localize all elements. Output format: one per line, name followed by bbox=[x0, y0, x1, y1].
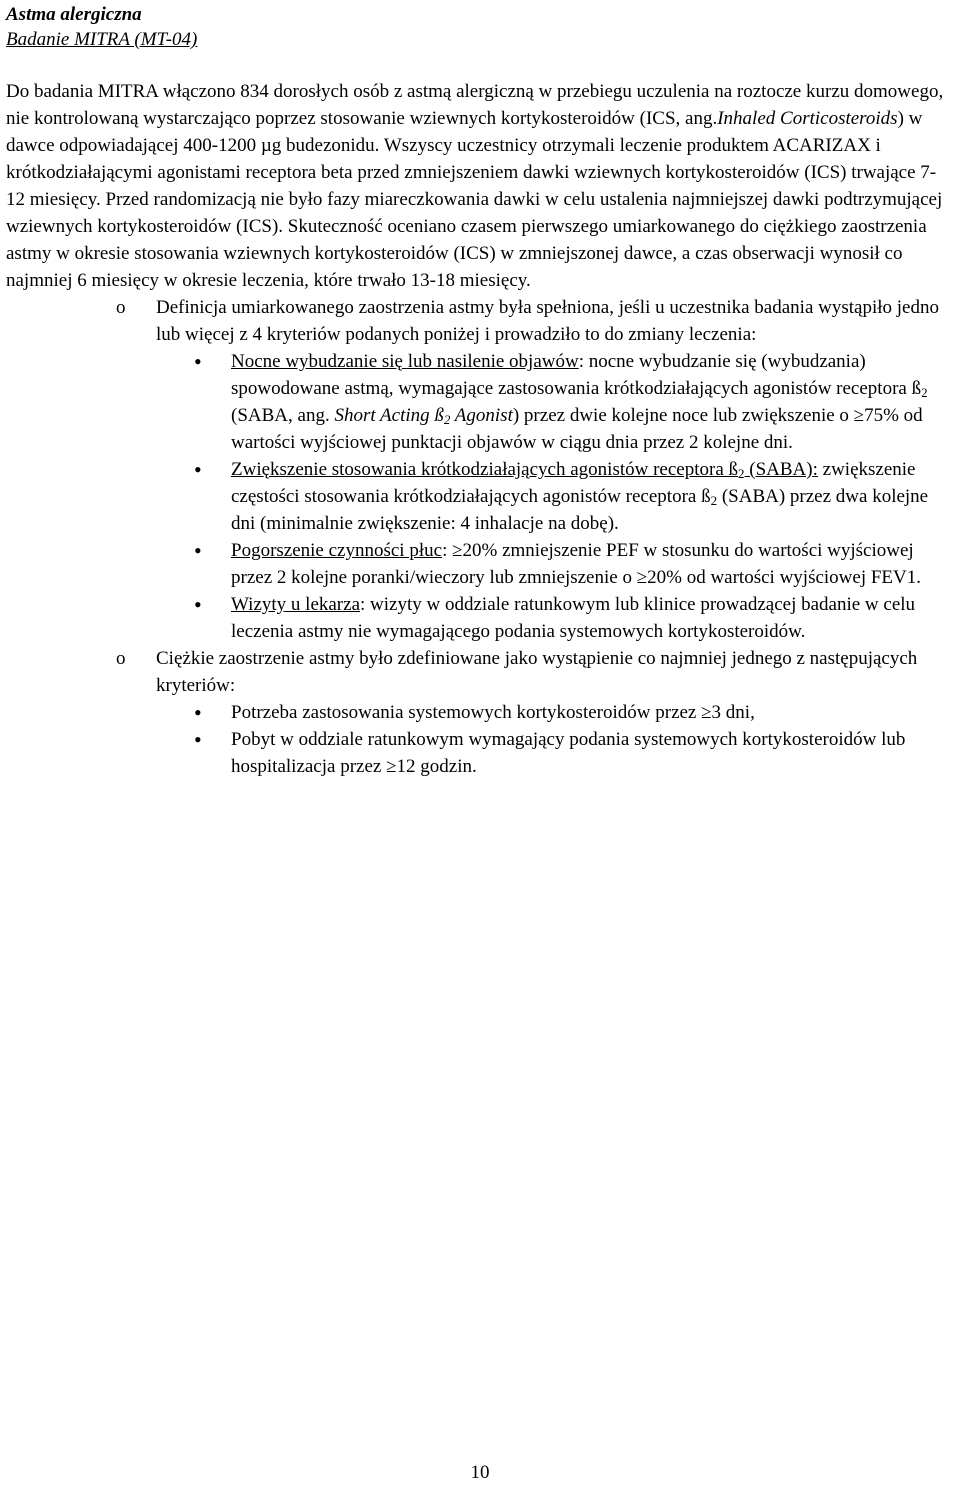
criterion-item: • Pobyt w oddziale ratunkowym wymagający podania systemowych kortykosteroidów lub hospitalizacja przez ≥12 godzin. bbox=[194, 727, 906, 777]
section-subtitle: Badanie MITRA (MT-04) bbox=[6, 29, 198, 50]
criterion-item: • Wizyty u lekarza: wizyty w oddziale ratunkowym lub klinice prowadzącej badanie w celu leczenia astmy nie wymagającego podania systemowych kortykosteroidów. bbox=[194, 592, 916, 642]
page-number: 10 bbox=[470, 1462, 490, 1483]
criterion-item: • Nocne wybudzanie się lub nasilenie objawów: nocne wybudzanie się (wybudzania) spowodowane astmą, wymagające zastosowania krótkodziałających agonistów receptora $ß_2$ (SABA, ang. Short Acting $ß_2$ Agonist) przez dwie kolejne noce lub zwiększenie o ≥75% od wartości wyjściowej punktacji objawów w ciągu dnia przez 2 kolejne dni. bbox=[194, 349, 928, 453]
bullet-icon: • bbox=[194, 700, 202, 725]
bullet-icon: • bbox=[194, 727, 202, 752]
criterion-item: • Zwiększenie stosowania krótkodziałających agonistów receptora $ß_2$ (SABA): zwiększenie częstości stosowania krótkodziałających agonistów receptora $ß_2$ (SABA) przez dwa kolejne dni (minimalnie zwiększenie: 4 inhalacje na dobę). bbox=[194, 457, 929, 534]
severe-exacerbation-definition: o Ciężkie zaostrzenie astmy było zdefiniowane jako wystąpienie co najmniej jednego z następujących kryteriów: bbox=[6, 645, 952, 699]
bullet-icon: • bbox=[194, 457, 202, 482]
list-marker-o: o bbox=[116, 648, 126, 669]
intro-paragraph: Do badania MITRA włączono 834 dorosłych osób z astmą alergiczną w przebiegu uczulenia na roztocze kurzu domowego, nie kontrolowaną wystarczająco poprzez stosowanie wziewnych kortykosteroidów (ICS, ang.Inhaled Corticosteroids) w dawce odpowiadającej 400-1200 µg budezonidu. Wszyscy uczestnicy otrzymali leczenie produktem ACARIZAX i krótkodziałającymi agonistami receptora beta przed zmniejszeniem dawki wziewnych kortykosteroidów (ICS) trwające 7-12 miesięcy. Przed randomizacją nie było fazy miareczkowania dawki w celu ustalenia najmniejszej dawki podtrzymującej wziewnych kortykosteroidów (ICS). Skuteczność oceniano czasem pierwszego umiarkowanego do ciężkiego zaostrzenia astmy w okresie stosowania wziewnych kortykosteroidów (ICS) w zmniejszonej dawce, a czas obserwacji wynosił co najmniej 6 miesięcy w okresie leczenia, które trwało 13-18 miesięcy. bbox=[6, 81, 944, 291]
bullet-icon: • bbox=[194, 538, 202, 563]
document-body bbox=[6, 78, 952, 780]
section-title: Astma alergiczna bbox=[6, 4, 142, 25]
moderate-exacerbation-definition: o Definicja umiarkowanego zaostrzenia astmy była spełniona, jeśli u uczestnika badania wystąpiło jedno lub więcej z 4 kryteriów podanych poniżej i prowadziło to do zmiany leczenia: bbox=[6, 294, 952, 348]
list-marker-o: o bbox=[116, 297, 126, 318]
bullet-icon: • bbox=[194, 349, 202, 374]
criterion-item: • Potrzeba zastosowania systemowych kortykosteroidów przez ≥3 dni, bbox=[194, 700, 755, 725]
bullet-icon: • bbox=[194, 592, 202, 617]
criterion-item: • Pogorszenie czynności płuc: ≥20% zmniejszenie PEF w stosunku do wartości wyjściowej przez 2 kolejne poranki/wieczory lub zmniejszenie o ≥20% od wartości wyjściowej FEV1. bbox=[194, 538, 922, 588]
